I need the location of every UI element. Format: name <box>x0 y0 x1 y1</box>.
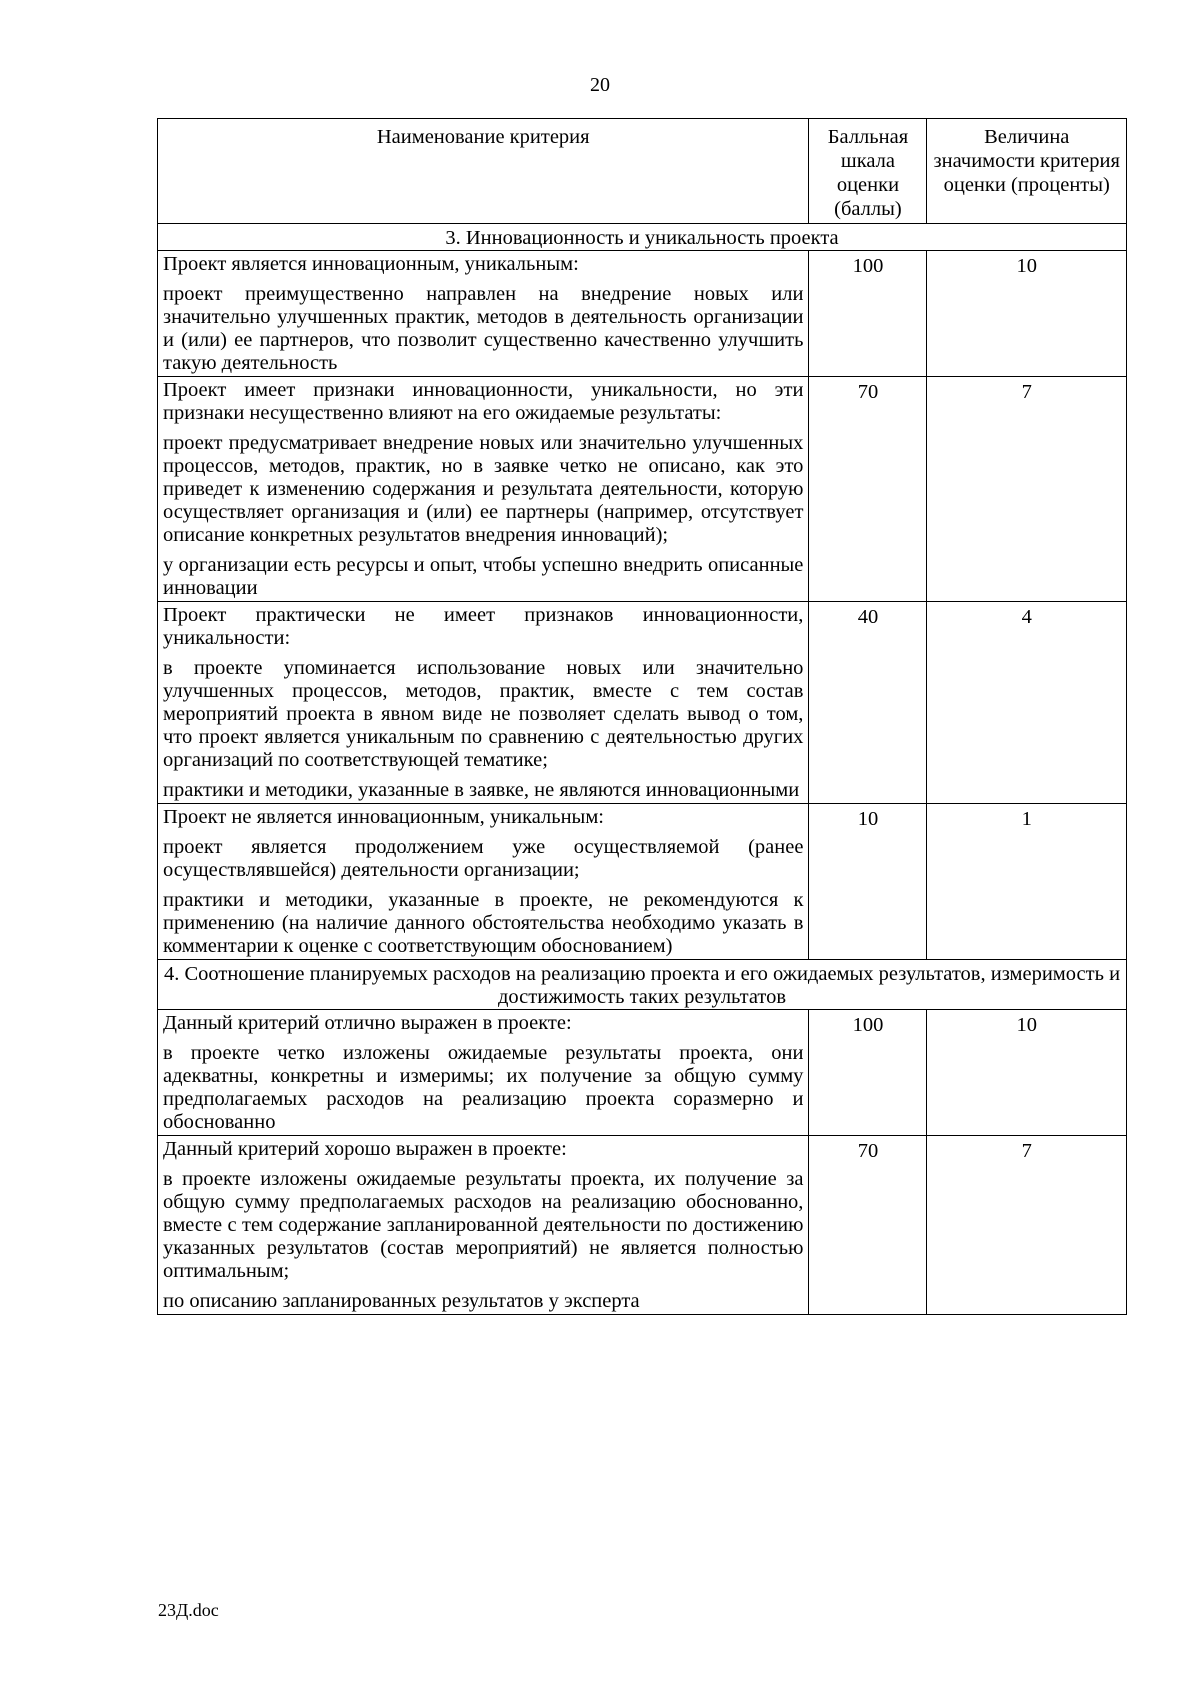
criterion-description <box>158 251 809 377</box>
criterion-detail: у организации есть ресурсы и опыт, чтобы успешно внедрить описанные инновации <box>163 554 804 599</box>
header-score-scale: Балльная шкала оценки (баллы) <box>809 119 927 224</box>
criterion-description <box>158 377 809 602</box>
table-row <box>158 602 1127 804</box>
weight-value: 1 <box>927 804 1127 960</box>
criterion-detail: практики и методики, указанные в заявке, не являются инновационными <box>163 779 800 801</box>
section-title: 4. Соотношение планируемых расходов на реализацию проекта и его ожидаемых результатов, измеримость и достижимость таких результатов <box>158 960 1127 1010</box>
weight-value: 10 <box>927 251 1127 377</box>
weight-value: 7 <box>927 1136 1127 1315</box>
score-value: 40 <box>809 602 927 804</box>
table-row <box>158 1136 1127 1315</box>
criterion-detail: по описанию запланированных результатов у эксперта <box>163 1290 640 1312</box>
criterion-description <box>158 1010 809 1136</box>
header-criterion-weight: Величина значимости критерия оценки (проценты) <box>927 119 1127 224</box>
criterion-description <box>158 804 809 960</box>
score-value: 100 <box>809 1010 927 1136</box>
footer-file-name: 23Д.doc <box>158 1600 219 1620</box>
section-title: 3. Инновационность и уникальность проекта <box>158 224 1127 251</box>
score-value: 100 <box>809 251 927 377</box>
criterion-detail: в проекте изложены ожидаемые результаты проекта, их получение за общую сумму предполагаемых расходов на реализацию обоснованно, вместе с тем содержание запланированной деятельности по достижению указанных результатов (состав мероприятий) не является полностью оптимальным; <box>163 1168 804 1282</box>
criterion-description <box>158 602 809 804</box>
header-criterion-name: Наименование критерия <box>158 119 809 224</box>
criterion-detail: практики и методики, указанные в проекте, не рекомендуются к применению (на наличие данного обстоятельства необходимо указать в комментарии к оценке с соответствующим обоснованием) <box>163 889 804 957</box>
score-value: 70 <box>809 1136 927 1315</box>
criteria-table <box>157 118 1127 1315</box>
table-row <box>158 804 1127 960</box>
page-number: 20 <box>590 74 610 96</box>
table-header-row <box>158 119 1127 224</box>
weight-value: 10 <box>927 1010 1127 1136</box>
weight-value: 7 <box>927 377 1127 602</box>
criterion-description <box>158 1136 809 1315</box>
table-row <box>158 251 1127 377</box>
table-row <box>158 1010 1127 1136</box>
score-value: 10 <box>809 804 927 960</box>
criterion-lead: Проект имеет признаки инновационности, уникальности, но эти признаки несущественно влияют на его ожидаемые результаты: <box>163 379 804 424</box>
criterion-detail: в проекте упоминается использование новых или значительно улучшенных процессов, методов, практик, вместе с тем состав мероприятий проекта в явном виде не позволяет сделать вывод о том, что проект является уникальным по сравнению с деятельностью других организаций по соответствующей тематике; <box>163 657 804 771</box>
criterion-detail: проект преимущественно направлен на внедрение новых или значительно улучшенных практик, методов в деятельность организации и (или) ее партнеров, что позволит существенно качественно улучшить такую деятельность <box>163 283 804 374</box>
score-value: 70 <box>809 377 927 602</box>
criterion-detail: проект предусматривает внедрение новых или значительно улучшенных процессов, методов, практик, но в заявке четко не описано, как это приведет к изменению содержания и результата деятельности, которую осуществляет организация и (или) ее партнеры (например, отсутствует описание конкретных результатов внедрения инноваций); <box>163 432 804 546</box>
criterion-lead: Проект является инновационным, уникальным: <box>163 253 579 275</box>
section-heading-row <box>158 224 1127 251</box>
criterion-detail: в проекте четко изложены ожидаемые результаты проекта, они адекватны, конкретны и измеримы; их получение за общую сумму предполагаемых расходов на реализацию проекта соразмерно и обоснованно <box>163 1042 804 1133</box>
table-row <box>158 377 1127 602</box>
criterion-lead: Проект не является инновационным, уникальным: <box>163 806 604 828</box>
criterion-detail: проект является продолжением уже осуществляемой (ранее осуществлявшейся) деятельности организации; <box>163 836 804 881</box>
criterion-lead: Проект практически не имеет признаков инновационности, уникальности: <box>163 604 804 649</box>
criterion-lead: Данный критерий хорошо выражен в проекте: <box>163 1138 567 1160</box>
section-heading-row <box>158 960 1127 1010</box>
criterion-lead: Данный критерий отлично выражен в проекте: <box>163 1012 572 1034</box>
weight-value: 4 <box>927 602 1127 804</box>
